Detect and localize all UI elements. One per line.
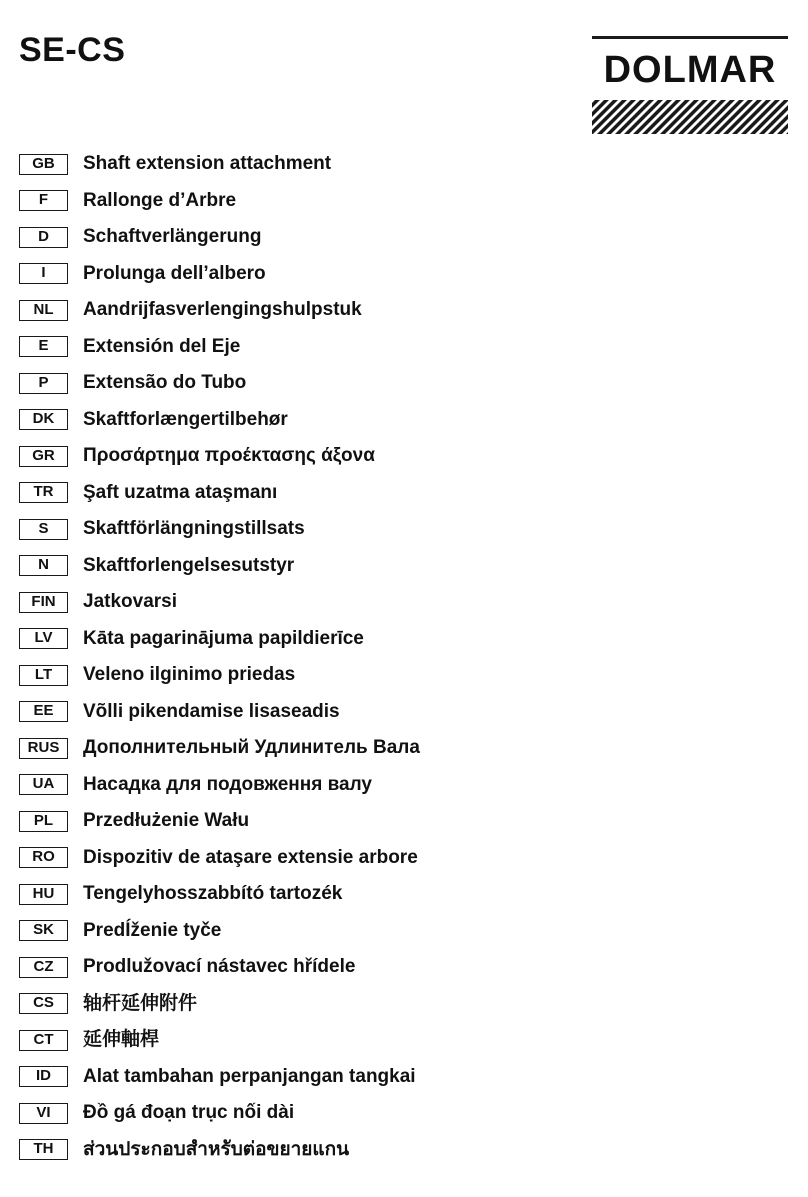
language-row [19, 402, 420, 439]
language-code-badge: CZ [19, 957, 68, 978]
language-code-badge: LV [19, 628, 68, 649]
language-code-badge: CS [19, 993, 68, 1014]
language-code-badge: N [19, 555, 68, 576]
language-row [19, 292, 420, 329]
language-code-badge: TH [19, 1139, 68, 1160]
logo-wordmark: DOLMAR [603, 49, 777, 91]
language-row [19, 475, 420, 512]
language-row [19, 913, 420, 950]
language-code-badge: FIN [19, 592, 68, 613]
language-row [19, 767, 420, 804]
language-title: Jatkovarsi [83, 591, 178, 613]
language-title: Kāta pagarinājuma papildierīce [83, 627, 364, 649]
language-code-badge: GR [19, 446, 68, 467]
language-title: Prolunga dell’albero [83, 262, 266, 284]
language-code-badge: RUS [19, 738, 68, 759]
language-row [19, 876, 420, 913]
language-code-badge: DK [19, 409, 68, 430]
language-title: Προσάρτημα προέκτασης άξονα [83, 445, 375, 467]
language-title: Shaft extension attachment [83, 153, 332, 175]
language-row [19, 1022, 420, 1059]
language-row [19, 621, 420, 658]
language-code-badge: TR [19, 482, 68, 503]
language-row [19, 256, 420, 293]
language-title: Võlli pikendamise lisaseadis [83, 700, 340, 722]
language-title: Extensión del Eje [83, 335, 241, 357]
language-title: 轴杆延伸附件 [83, 992, 198, 1014]
language-title: ส่วนประกอบสำหรับต่อขยายแกน [83, 1138, 350, 1160]
model-title: SE-CS [19, 31, 126, 69]
language-title: Aandrijfasverlengingshulpstuk [83, 299, 362, 321]
language-title: Skaftforlængertilbehør [83, 408, 288, 430]
language-title: Veleno ilginimo priedas [83, 664, 296, 686]
language-row [19, 183, 420, 220]
language-row [19, 803, 420, 840]
language-code-badge: S [19, 519, 68, 540]
language-row [19, 1059, 420, 1096]
language-row [19, 219, 420, 256]
language-row [19, 548, 420, 585]
language-title: Насадка для подовження валу [83, 773, 372, 795]
language-title: Dispozitiv de ataşare extensie arbore [83, 846, 418, 868]
language-title: Alat tambahan perpanjangan tangkai [83, 1065, 416, 1087]
language-title: Tengelyhosszabbító tartozék [83, 883, 343, 905]
language-code-badge: GB [19, 154, 68, 175]
language-code-badge: VI [19, 1103, 68, 1124]
language-row [19, 694, 420, 731]
language-title: Rallonge d’Arbre [83, 189, 237, 211]
language-row [19, 840, 420, 877]
language-row [19, 949, 420, 986]
language-title: Schaftverlängerung [83, 226, 262, 248]
language-code-badge: E [19, 336, 68, 357]
language-row [19, 329, 420, 366]
language-code-badge: RO [19, 847, 68, 868]
language-title: Дополнительный Удлинитель Вала [83, 737, 420, 759]
language-title: Prodlužovací nástavec hřídele [83, 956, 356, 978]
language-row [19, 146, 420, 183]
language-title: Şaft uzatma ataşmanı [83, 481, 278, 503]
language-row [19, 1132, 420, 1169]
language-code-badge: CT [19, 1030, 68, 1051]
language-title: Skaftforlengelsesutstyr [83, 554, 295, 576]
language-row [19, 730, 420, 767]
language-code-badge: LT [19, 665, 68, 686]
language-title: Skaftförlängningstillsats [83, 518, 305, 540]
language-row [19, 1095, 420, 1132]
language-code-badge: SK [19, 920, 68, 941]
language-code-badge: I [19, 263, 68, 284]
language-row [19, 584, 420, 621]
language-title: Đồ gá đoạn trục nối dài [83, 1102, 295, 1124]
language-code-badge: D [19, 227, 68, 248]
language-row [19, 657, 420, 694]
logo-stripes-icon [592, 100, 788, 134]
language-code-badge: HU [19, 884, 68, 905]
language-title: Extensão do Tubo [83, 372, 247, 394]
logo-top-rule [592, 36, 788, 39]
language-list [19, 146, 420, 1168]
language-code-badge: EE [19, 701, 68, 722]
language-title: PredÍženie tyče [83, 919, 222, 941]
dolmar-logo [592, 36, 788, 136]
language-code-badge: ID [19, 1066, 68, 1087]
language-code-badge: UA [19, 774, 68, 795]
language-title: Przedłużenie Wału [83, 810, 250, 832]
language-code-badge: P [19, 373, 68, 394]
language-row [19, 438, 420, 475]
language-code-badge: PL [19, 811, 68, 832]
language-title: 延伸軸桿 [83, 1029, 160, 1051]
language-row [19, 365, 420, 402]
language-row [19, 511, 420, 548]
language-row [19, 986, 420, 1023]
language-code-badge: F [19, 190, 68, 211]
language-code-badge: NL [19, 300, 68, 321]
